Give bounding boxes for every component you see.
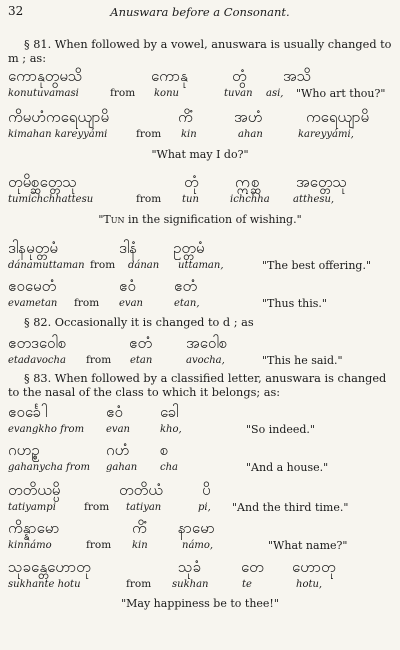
romanized-part: atthesu, <box>293 194 335 205</box>
burmese-part: ဣစ္ဆ <box>235 173 260 191</box>
burmese-part: ပိ <box>202 481 211 499</box>
burmese-part: ဧတံ <box>174 277 198 295</box>
burmese-part: နာမော <box>178 519 215 537</box>
romanized-part: avocha, <box>186 355 225 366</box>
romanized-part: ahan <box>238 129 263 140</box>
page-number: 32 <box>8 4 24 18</box>
gloss-keyword: Tun <box>103 213 125 226</box>
from-label: from <box>136 193 162 205</box>
example-danamuttaman <box>6 238 396 278</box>
romanized-part: hotu, <box>296 579 323 590</box>
gloss-open-quote: " <box>98 213 104 226</box>
romanized-compound: konutuvamasi <box>8 88 79 99</box>
burmese-compound: ဧတဒဝေါစ <box>8 334 67 352</box>
english-gloss: "Who art thou?" <box>296 87 386 100</box>
burmese-part: ကောနု <box>151 67 188 85</box>
romanized-part: asi, <box>266 88 284 99</box>
paragraph-81: § 81. When followed by a vowel, anuswara is usually changed to m ; as: <box>8 38 392 65</box>
burmese-part: ဧတံ <box>129 334 153 352</box>
from-label: from <box>86 539 112 551</box>
burmese-compound: တုမိစ္ဆတ္တေသု <box>8 173 77 191</box>
romanized-compound: sukhante hotu <box>8 579 81 590</box>
burmese-part: အသိ <box>283 67 312 85</box>
example-kinnamo <box>6 518 396 558</box>
romanized-part: te <box>242 579 252 590</box>
burmese-part: ဂဟံ <box>106 441 130 459</box>
burmese-part: အဝေါစ <box>186 334 228 352</box>
from-label: from <box>90 259 116 271</box>
romanized-compound: tatiyampi <box>8 502 56 513</box>
page-header <box>8 4 392 22</box>
romanized-part: evan <box>119 298 143 309</box>
romanized-part: ichchha <box>230 194 270 205</box>
burmese-part: ကရေယျာမိ <box>306 108 370 126</box>
romanized-part: konu <box>154 88 179 99</box>
from-label: from <box>126 578 152 590</box>
burmese-part: ကိံ <box>178 108 193 126</box>
romanized-part: tuvan <box>224 88 253 99</box>
example-evametan <box>6 276 396 316</box>
romanized-part: kho, <box>160 424 182 435</box>
romanized-part: gahan <box>106 462 138 473</box>
paragraph-82: § 82. Occasionally it is changed to d ; as <box>24 316 254 329</box>
from-label: from <box>136 128 162 140</box>
romanized-part: pi, <box>198 502 211 513</box>
example-sukhante-hotu <box>6 557 396 597</box>
romanized-part: tun <box>182 194 199 205</box>
burmese-compound: ဂဟဉ္စ <box>8 441 40 459</box>
burmese-part: ဥတ္တမံ <box>173 239 205 257</box>
from-label: from <box>110 87 136 99</box>
example-etadavocha <box>6 333 396 373</box>
burmese-compound: ဒါနမုတ္တမံ <box>8 239 58 257</box>
burmese-part: ကိံ <box>132 519 147 537</box>
english-gloss: "And a house." <box>246 461 329 474</box>
romanized-compound: kimahan kareyyámi <box>8 129 108 140</box>
example-tumichchhattesu <box>6 172 396 212</box>
romanized-part: cha <box>160 462 179 473</box>
burmese-part: တေ <box>241 558 264 576</box>
burmese-compound: ကောနုတွမသိ <box>8 67 83 85</box>
burmese-part: ဧဝံ <box>119 277 136 295</box>
burmese-part: သုခံ <box>178 558 201 576</box>
burmese-compound: ကိမဟံကရေယျာမိ <box>8 108 110 126</box>
from-label: from <box>86 354 112 366</box>
romanized-part: námo, <box>182 540 214 551</box>
burmese-compound: ဧဝမေတံ <box>8 277 57 295</box>
example-evangkho <box>6 402 396 442</box>
from-label: from <box>74 297 100 309</box>
english-gloss: "And the third time." <box>232 501 349 514</box>
romanized-part: kin <box>132 540 148 551</box>
burmese-part: တွံ <box>232 67 247 85</box>
english-gloss: "The best offering." <box>262 259 372 272</box>
burmese-compound: ဧဝင်္ခေါ <box>8 403 48 421</box>
paragraph-83: § 83. When followed by a classified letter, anuswara is changed to the nasal of the class to which it belongs; as: <box>8 372 387 399</box>
burmese-part: စ <box>160 441 169 459</box>
english-gloss: "What name?" <box>268 539 348 552</box>
romanized-compound: tumichchhattesu <box>8 194 94 205</box>
gloss-rest: in the signification of wishing." <box>124 213 302 226</box>
romanized-part: etan <box>130 355 153 366</box>
english-gloss: "Thus this." <box>262 297 327 310</box>
burmese-part: တတိယံ <box>119 481 163 499</box>
burmese-compound: တတိယမ္ပိ <box>8 481 61 499</box>
burmese-part: ဧဝံ <box>106 403 123 421</box>
romanized-compound: dánamuttaman <box>8 260 85 271</box>
burmese-part: ဒါနံ <box>119 239 138 257</box>
example-gahanycha <box>6 440 396 480</box>
example-tatiyampi <box>6 480 396 520</box>
from-label: from <box>84 501 110 513</box>
english-gloss: "May happiness be to thee!" <box>121 597 279 610</box>
romanized-part: kin <box>181 129 197 140</box>
romanized-part: kareyyámi, <box>298 129 354 140</box>
romanized-compound: etadavocha <box>8 355 66 366</box>
romanized-compound: evametan <box>8 298 58 309</box>
burmese-part: အဟံ <box>234 108 263 126</box>
romanized-part: evan <box>106 424 130 435</box>
romanized-compound: kinnámo <box>8 540 52 551</box>
example-konutuvamasi <box>6 66 396 106</box>
burmese-part: အတ္တေသု <box>296 173 348 191</box>
romanized-part: sukhan <box>172 579 209 590</box>
burmese-part: ခေါ <box>160 403 179 421</box>
burmese-part: ဟောတု <box>292 558 336 576</box>
burmese-compound: ကိန္နာမော <box>8 519 60 537</box>
burmese-part: တုံ <box>184 173 199 191</box>
romanized-part: dánan <box>128 260 160 271</box>
burmese-compound: သုခန္တေဟောတု <box>8 558 91 576</box>
romanized-compound: evangkho from <box>8 424 85 435</box>
english-gloss: "So indeed." <box>246 423 315 436</box>
english-gloss <box>0 213 400 226</box>
romanized-compound: gahanycha from <box>8 462 91 473</box>
example-kimahan <box>6 107 396 147</box>
english-gloss: "What may I do?" <box>151 148 249 161</box>
romanized-part: tatiyan <box>126 502 162 513</box>
romanized-part: etan, <box>174 298 200 309</box>
english-gloss: "This he said." <box>262 354 343 367</box>
romanized-part: uttaman, <box>178 260 224 271</box>
running-title: Anuswara before a Consonant. <box>110 5 290 19</box>
